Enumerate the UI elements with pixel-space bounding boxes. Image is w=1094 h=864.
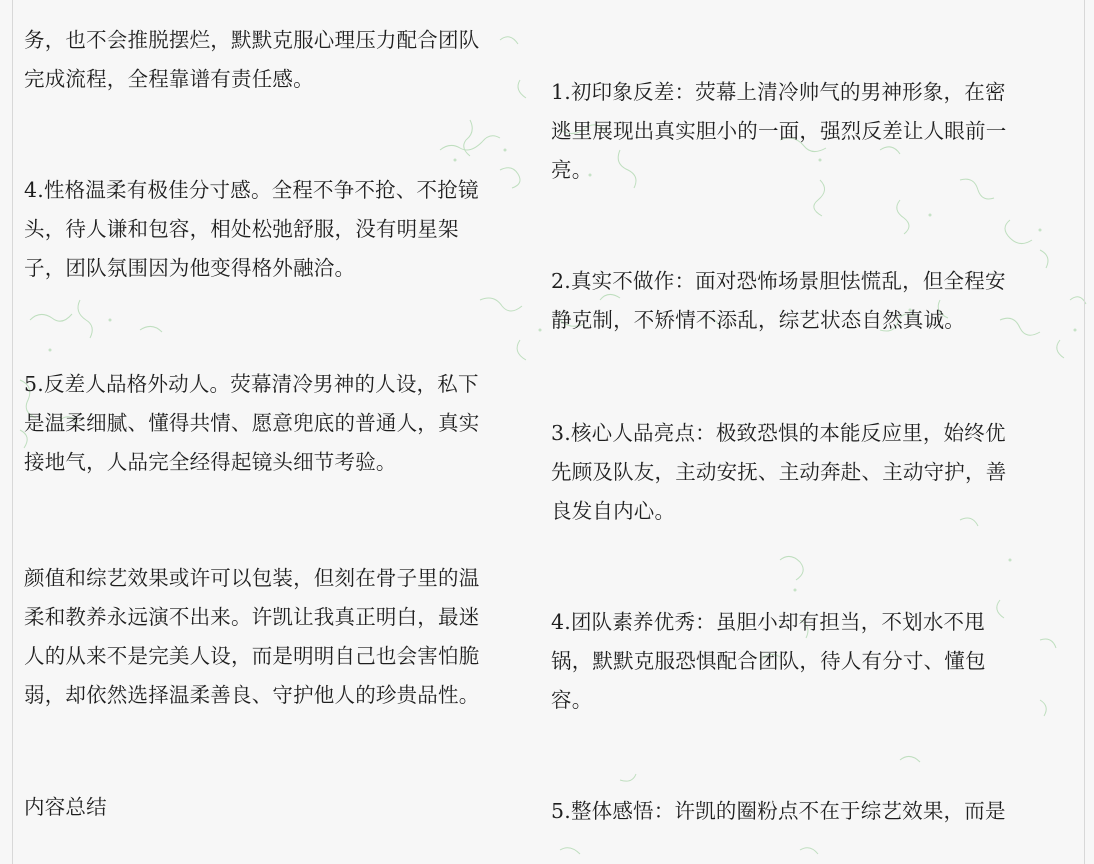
summary-item-first-impression: 1.初印象反差：荧幕上清冷帅气的男神形象，在密 逃里展现出真实胆小的一面，强烈反差让人眼前一 亮。 — [551, 80, 1007, 182]
paragraph-contrast-character: 5.反差人品格外动人。荧幕清冷男神的人设，私下 是温柔细腻、懂得共情、愿意兜底的普通人，真实 接地气，人品完全经得起镜头细节考验。 — [24, 372, 480, 474]
left-border-line — [12, 0, 13, 864]
summary-item-character-highlight: 3.核心人品亮点：极致恐惧的本能反应里，始终优 先顾及队友，主动安抚、主动奔赴、主动守护，善 良发自内心。 — [551, 421, 1007, 523]
section-heading-summary: 内容总结 — [24, 795, 107, 819]
paragraph-duty: 务，也不会推脱摆烂，默默克服心理压力配合团队 完成流程，全程靠谱有责任感。 — [24, 28, 480, 91]
paragraph-gentle-personality: 4.性格温柔有极佳分寸感。全程不争不抢、不抢镜 头，待人谦和包容，相处松弛舒服，没有明星架 子，团队氛围因为他变得格外融洽。 — [24, 178, 479, 280]
summary-item-overall: 5.整体感悟：许凯的圈粉点不在于综艺效果，而是 — [551, 799, 1006, 823]
summary-item-team-quality: 4.团队素养优秀：虽胆小却有担当，不划水不甩 锅，默默克服恐惧配合团队，待人有分寸、懂包 容。 — [551, 610, 986, 712]
right-border-line — [1084, 0, 1085, 864]
summary-item-authentic: 2.真实不做作：面对恐怖场景胆怯慌乱，但全程安 静克制，不矫情不添乱，综艺状态自然真诚。 — [551, 269, 1006, 332]
paragraph-looks-and-upbringing: 颜值和综艺效果或许可以包装，但刻在骨子里的温 柔和教养永远演不出来。许凯让我真正明白，最迷 人的从来不是完美人设，而是明明自己也会害怕脆 弱，却依然选择温柔善良、守护他人的珍贵品性。 — [24, 566, 480, 707]
